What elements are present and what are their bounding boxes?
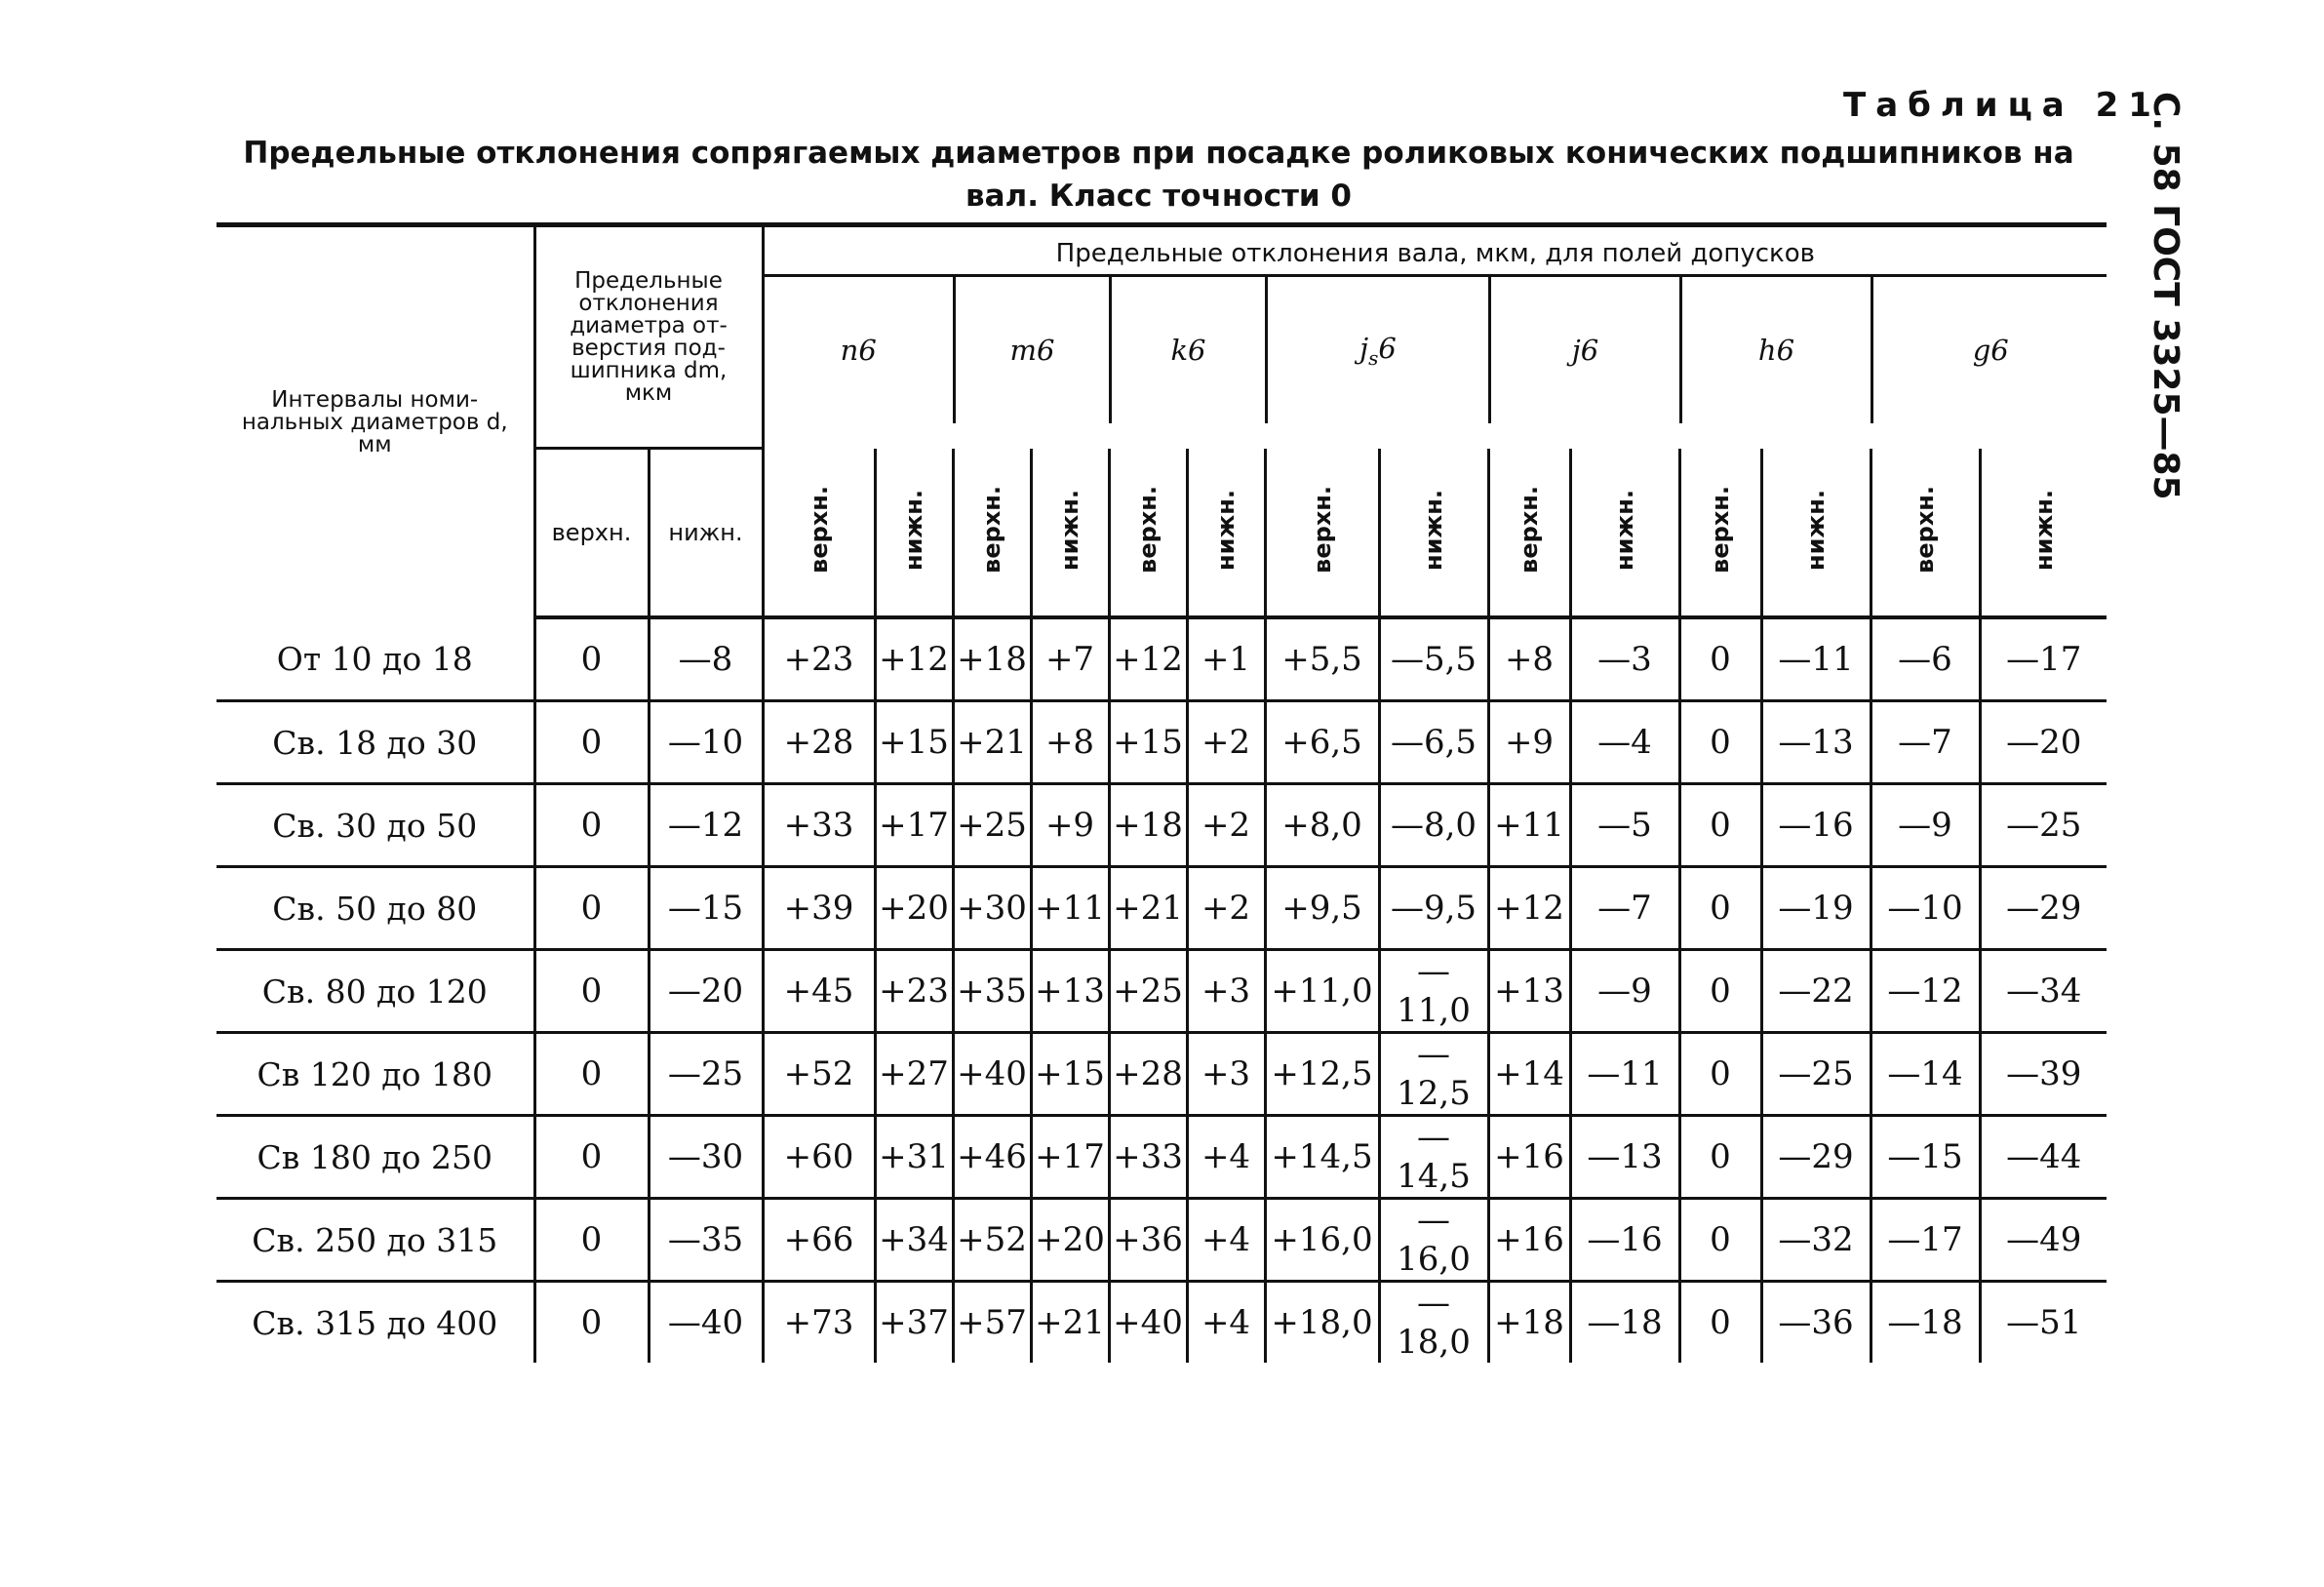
table-cell: +6,5: [1265, 701, 1379, 784]
table-cell: +39: [763, 867, 875, 950]
table-cell: —20: [649, 950, 763, 1033]
header-shaft-dev: [763, 225, 2107, 449]
table-cell: —14,5: [1379, 1116, 1488, 1199]
table-cell: +40: [1109, 1282, 1187, 1364]
table-cell: +12: [1488, 867, 1570, 950]
field-k6: k6: [1111, 277, 1267, 423]
table-cell: +14,5: [1265, 1116, 1379, 1199]
field-j6: j6: [1490, 277, 1681, 423]
title-line-1: Предельные отклонения сопрягаемых диаметров при посадке роликовых конических подшипников на: [243, 136, 2074, 171]
label-lower: нижн.: [900, 489, 927, 571]
table-cell: —22: [1761, 950, 1871, 1033]
table-cell: +40: [953, 1033, 1031, 1116]
header-h6-upper: [1679, 449, 1761, 618]
table-row: [217, 950, 2107, 1033]
table-cell: —44: [1980, 1116, 2107, 1199]
header-m6-upper: [953, 449, 1031, 618]
table-cell: 0: [1679, 1033, 1761, 1116]
table-cell: 0: [534, 1033, 649, 1116]
header-h6-lower: [1761, 449, 1871, 618]
table-cell: +36: [1109, 1199, 1187, 1282]
table-cell: —11: [1570, 1033, 1679, 1116]
table-cell: —4: [1570, 701, 1679, 784]
label-upper: верхн.: [1516, 486, 1543, 575]
field-h6: h6: [1681, 277, 1872, 423]
table-cell: —13: [1761, 701, 1871, 784]
header-bore-dev-text: Предельные отклонения диаметра от-верстия под-шипника dm, мкм: [570, 267, 728, 406]
table-row: [217, 867, 2107, 950]
table-cell: +17: [1031, 1116, 1109, 1199]
table-cell: —49: [1980, 1199, 2107, 1282]
table-cell: +23: [875, 950, 953, 1033]
table-cell: +3: [1187, 1033, 1265, 1116]
table-cell: 0: [1679, 867, 1761, 950]
row-interval: Св. 30 до 50: [217, 784, 534, 867]
table-cell: —13: [1570, 1116, 1679, 1199]
table-cell: 0: [1679, 784, 1761, 867]
table-cell: +21: [953, 701, 1031, 784]
table-cell: —12,5: [1379, 1033, 1488, 1116]
table-cell: +27: [875, 1033, 953, 1116]
table-cell: +52: [953, 1199, 1031, 1282]
label-upper: верхн.: [805, 486, 833, 575]
table-cell: +18: [1488, 1282, 1570, 1364]
table-cell: +20: [875, 867, 953, 950]
table-cell: +33: [1109, 1116, 1187, 1199]
table-cell: 0: [1679, 617, 1761, 701]
table-cell: —40: [649, 1282, 763, 1364]
table-cell: +14: [1488, 1033, 1570, 1116]
table-cell: +66: [763, 1199, 875, 1282]
table-cell: —25: [649, 1033, 763, 1116]
table-cell: +73: [763, 1282, 875, 1364]
table-cell: +37: [875, 1282, 953, 1364]
title-line-2: вал. Класс точности 0: [965, 179, 1352, 214]
table-cell: +33: [763, 784, 875, 867]
header-m6-lower: [1031, 449, 1109, 618]
label-lower: нижн.: [1056, 489, 1083, 571]
page-side-label: С. 58 ГОСТ 3325—85: [2146, 92, 2186, 500]
table-cell: —10: [1871, 867, 1980, 950]
header-interval: [217, 225, 534, 618]
table-cell: +11: [1031, 867, 1109, 950]
table-cell: 0: [534, 1199, 649, 1282]
row-interval: От 10 до 18: [217, 617, 534, 701]
table-cell: 0: [1679, 1199, 1761, 1282]
table-cell: +21: [1109, 867, 1187, 950]
table-cell: —9,5: [1379, 867, 1488, 950]
table-cell: +2: [1187, 701, 1265, 784]
table-cell: —51: [1980, 1282, 2107, 1364]
table-cell: +9,5: [1265, 867, 1379, 950]
table-cell: 0: [534, 617, 649, 701]
table-cell: +57: [953, 1282, 1031, 1364]
table-cell: —14: [1871, 1033, 1980, 1116]
table-cell: +30: [953, 867, 1031, 950]
table-cell: +9: [1488, 701, 1570, 784]
table-cell: 0: [1679, 1282, 1761, 1364]
table-cell: +17: [875, 784, 953, 867]
table-cell: —5,5: [1379, 617, 1488, 701]
table-cell: +4: [1187, 1199, 1265, 1282]
table-cell: +1: [1187, 617, 1265, 701]
table-title: [222, 132, 2095, 218]
table-number: Таблица 21: [1843, 86, 2161, 125]
table-cell: —6,5: [1379, 701, 1488, 784]
table-cell: 0: [534, 1116, 649, 1199]
table-cell: +7: [1031, 617, 1109, 701]
field-js6: $j_s6$: [1267, 277, 1490, 423]
table-cell: +8: [1488, 617, 1570, 701]
table-cell: —35: [649, 1199, 763, 1282]
table-cell: 0: [534, 784, 649, 867]
table-cell: —9: [1871, 784, 1980, 867]
field-g6: g6: [1872, 277, 2108, 423]
row-interval: Св. 80 до 120: [217, 950, 534, 1033]
table-cell: +12,5: [1265, 1033, 1379, 1116]
table-cell: —11,0: [1379, 950, 1488, 1033]
header-bore-upper: верхн.: [534, 449, 649, 618]
table-cell: —11: [1761, 617, 1871, 701]
table-cell: +12: [1109, 617, 1187, 701]
table-cell: +12: [875, 617, 953, 701]
label-lower: нижн.: [1420, 489, 1447, 571]
header-n6-lower: [875, 449, 953, 618]
table-row: [217, 1199, 2107, 1282]
table-cell: —15: [649, 867, 763, 950]
table-cell: —25: [1761, 1033, 1871, 1116]
table-row: [217, 1033, 2107, 1116]
table-cell: —15: [1871, 1116, 1980, 1199]
header-js6-lower: [1379, 449, 1488, 618]
table-cell: +25: [953, 784, 1031, 867]
label-lower: нижн.: [1802, 489, 1830, 571]
table-cell: +2: [1187, 867, 1265, 950]
table-cell: +45: [763, 950, 875, 1033]
field-n6: n6: [840, 334, 877, 367]
table-cell: —32: [1761, 1199, 1871, 1282]
table-cell: —18,0: [1379, 1282, 1488, 1364]
header-j6-upper: [1488, 449, 1570, 618]
table-row: [217, 784, 2107, 867]
label-lower: нижн.: [2029, 489, 2058, 571]
table-cell: —12: [1871, 950, 1980, 1033]
table-cell: +11,0: [1265, 950, 1379, 1033]
field-m6: m6: [955, 277, 1111, 423]
table-cell: +4: [1187, 1116, 1265, 1199]
table-cell: —29: [1980, 867, 2107, 950]
table-cell: —20: [1980, 701, 2107, 784]
table-cell: 0: [534, 701, 649, 784]
table-cell: —39: [1980, 1033, 2107, 1116]
header-k6-lower: [1187, 449, 1265, 618]
table-cell: —5: [1570, 784, 1679, 867]
table-cell: +46: [953, 1116, 1031, 1199]
table-cell: +13: [1031, 950, 1109, 1033]
table-cell: +20: [1031, 1199, 1109, 1282]
table-cell: +13: [1488, 950, 1570, 1033]
table-cell: +28: [763, 701, 875, 784]
table-cell: —17: [1871, 1199, 1980, 1282]
row-interval: Св. 18 до 30: [217, 701, 534, 784]
table-cell: 0: [1679, 701, 1761, 784]
table-cell: —18: [1871, 1282, 1980, 1364]
table-cell: —30: [649, 1116, 763, 1199]
table-cell: —9: [1570, 950, 1679, 1033]
label-upper: верхн.: [1911, 486, 1939, 575]
table-cell: +4: [1187, 1282, 1265, 1364]
row-interval: Св. 50 до 80: [217, 867, 534, 950]
table-cell: —8,0: [1379, 784, 1488, 867]
header-j6-lower: [1570, 449, 1679, 618]
table-cell: 0: [534, 1282, 649, 1364]
table-cell: —7: [1570, 867, 1679, 950]
table-cell: +28: [1109, 1033, 1187, 1116]
table-cell: +15: [1031, 1033, 1109, 1116]
table-cell: 0: [534, 950, 649, 1033]
table-cell: —10: [649, 701, 763, 784]
table-cell: +18: [1109, 784, 1187, 867]
table-cell: —19: [1761, 867, 1871, 950]
row-interval: Св. 250 до 315: [217, 1199, 534, 1282]
table-cell: +16,0: [1265, 1199, 1379, 1282]
table-cell: +18: [953, 617, 1031, 701]
table-row: [217, 617, 2107, 701]
table-cell: +31: [875, 1116, 953, 1199]
label-lower: нижн.: [1212, 489, 1240, 571]
table-row: [217, 1116, 2107, 1199]
table-cell: —16,0: [1379, 1199, 1488, 1282]
table-cell: —12: [649, 784, 763, 867]
table-cell: +8: [1031, 701, 1109, 784]
header-js6-upper: [1265, 449, 1379, 618]
header-bore-lower: нижн.: [649, 449, 763, 618]
table-cell: +5,5: [1265, 617, 1379, 701]
header-g6-upper: [1871, 449, 1980, 618]
table-cell: +18,0: [1265, 1282, 1379, 1364]
header-k6-upper: [1109, 449, 1187, 618]
header-g6-lower: [1980, 449, 2107, 618]
table-cell: +9: [1031, 784, 1109, 867]
table-cell: —17: [1980, 617, 2107, 701]
header-bore-dev: [534, 225, 763, 449]
table-cell: —16: [1761, 784, 1871, 867]
table-cell: —18: [1570, 1282, 1679, 1364]
table-cell: +34: [875, 1199, 953, 1282]
label-upper: верхн.: [1134, 486, 1162, 575]
table-cell: +21: [1031, 1282, 1109, 1364]
table-cell: +52: [763, 1033, 875, 1116]
table-cell: 0: [1679, 1116, 1761, 1199]
table-cell: —6: [1871, 617, 1980, 701]
table-cell: +25: [1109, 950, 1187, 1033]
table-cell: —3: [1570, 617, 1679, 701]
header-interval-text: Интервалы номи-нальных диаметров d, мм: [241, 386, 508, 457]
table-cell: —34: [1980, 950, 2107, 1033]
table-cell: —7: [1871, 701, 1980, 784]
table-cell: 0: [534, 867, 649, 950]
table-cell: +35: [953, 950, 1031, 1033]
row-interval: Св 180 до 250: [217, 1116, 534, 1199]
table-cell: +60: [763, 1116, 875, 1199]
table-cell: +2: [1187, 784, 1265, 867]
row-interval: Св. 315 до 400: [252, 1303, 498, 1342]
table-cell: 0: [1679, 950, 1761, 1033]
table-cell: +3: [1187, 950, 1265, 1033]
label-lower: нижн.: [1611, 489, 1638, 571]
label-upper: верхн.: [978, 486, 1005, 575]
table-body: [217, 617, 2107, 1363]
header-n6-upper: [763, 449, 875, 618]
table-cell: —29: [1761, 1116, 1871, 1199]
table-cell: +16: [1488, 1199, 1570, 1282]
table-cell: —16: [1570, 1199, 1679, 1282]
deviation-table: [217, 222, 2107, 1363]
table-cell: —25: [1980, 784, 2107, 867]
table-cell: +8,0: [1265, 784, 1379, 867]
label-upper: верхн.: [1308, 486, 1336, 575]
table-row: [217, 701, 2107, 784]
table-cell: +15: [1109, 701, 1187, 784]
table-row: [217, 1282, 2107, 1364]
table-cell: +23: [763, 617, 875, 701]
row-interval: Св 120 до 180: [217, 1033, 534, 1116]
table-cell: —8: [649, 617, 763, 701]
label-upper: верхн.: [1707, 486, 1734, 575]
table-cell: —36: [1761, 1282, 1871, 1364]
table-cell: +11: [1488, 784, 1570, 867]
header-shaft-dev-text: Предельные отклонения вала, мкм, для полей допусков: [765, 239, 2107, 277]
table-cell: +15: [875, 701, 953, 784]
table-cell: +16: [1488, 1116, 1570, 1199]
field-header-row: [765, 277, 2108, 423]
